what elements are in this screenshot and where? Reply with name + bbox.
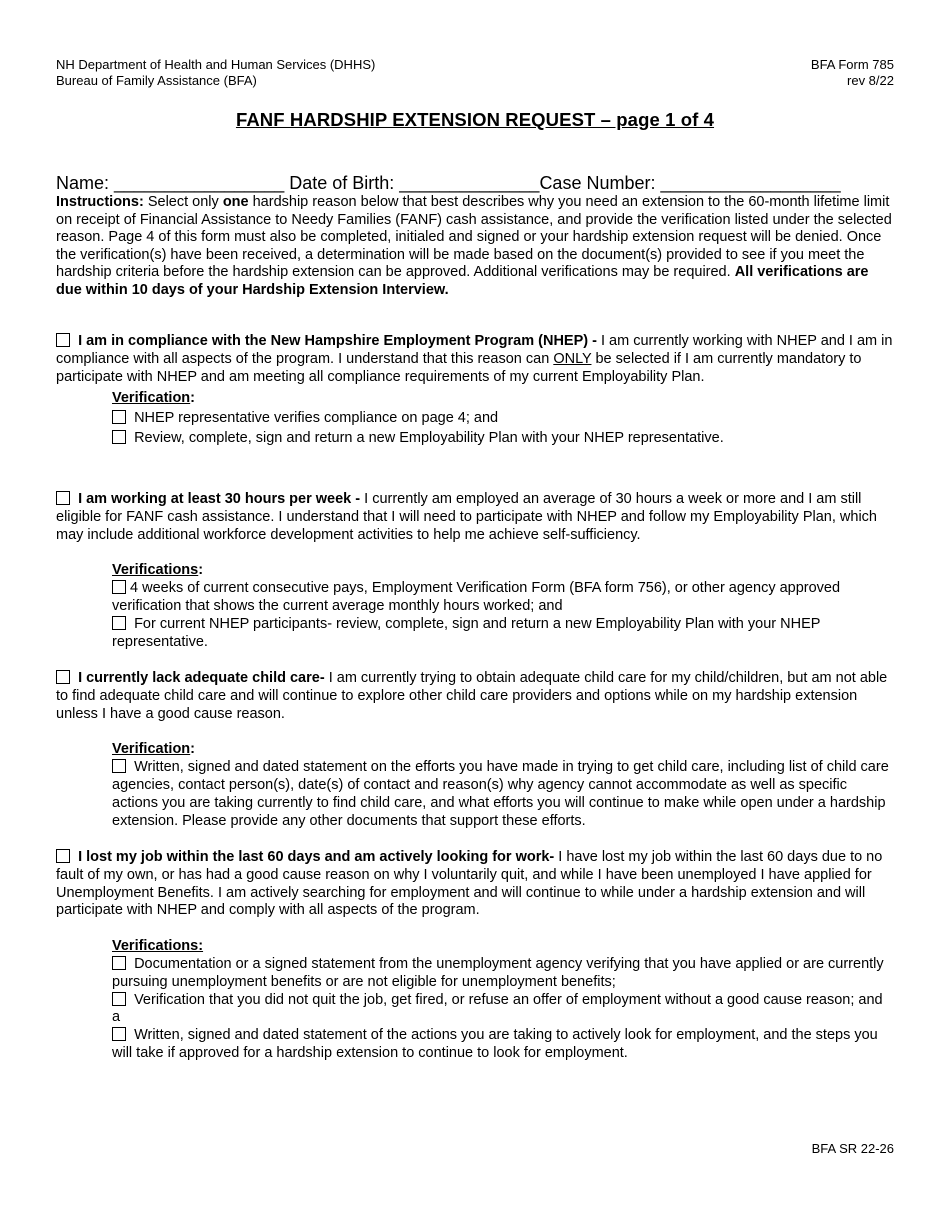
reason-nhep-checkbox[interactable] bbox=[56, 333, 70, 347]
reason-lostjob-checkbox[interactable] bbox=[56, 849, 70, 863]
instructions-due: All verifications are due within 10 days of your Hardship Extension Interview. bbox=[56, 264, 869, 298]
instructions-one: one bbox=[222, 194, 249, 210]
reason-lost-job: I lost my job within the last 60 days and am actively looking for work- I have lost my job within the last 60 days due to no fault of my own, or has had a good cause reason on why I voluntarily quit, and while I have been unemployed I have applied for Unemployment Benefits. I am actively searching for employment and will continue to while under a hardship extension and will participate with NHEP and comply with all aspects of the program. Verifications: Documentation or a signed statement from the unemployment agency verifying that you have applied or are currently pursuing unemployment benefits or are not eligible for unemployment benefits; Verification that you did not quit the job, get fired, or refuse an offer of employment without a good cause reason; and a Written, signed and dated statement of the actions you are taking to actively look for employment, and the steps you will take if approved for a hardship extension to continue to look for employment. bbox=[56, 849, 894, 1063]
instructions-label: Instructions: bbox=[56, 194, 144, 210]
case-number-field[interactable]: __________________ bbox=[660, 173, 841, 193]
bureau-name: Bureau of Family Assistance (BFA) bbox=[56, 72, 257, 88]
verification-block: Verifications: Documentation or a signed statement from the unemployment agency verifying that you have applied or are currently pursuing unemployment benefits or are not eligible for unemployment benefits; Verification that you did not quit the job, get fired, or refuse an offer of employment without a good cause reason; and a Written, signed and dated statement of the actions you are taking to actively look for employment, and the steps you will take if approved for a hardship extension to continue to look for employment. bbox=[112, 938, 884, 1061]
verification-label: Verifications bbox=[112, 562, 199, 579]
case-number-label: Case Number: bbox=[539, 173, 661, 193]
verification-label: Verification bbox=[112, 390, 191, 407]
name-field[interactable]: _________________ bbox=[114, 173, 285, 193]
footer-code: BFA SR 22-26 bbox=[811, 1141, 894, 1156]
reason-30hours-checkbox[interactable] bbox=[56, 491, 70, 505]
reason-heading: I am in compliance with the New Hampshire Employment Program (NHEP) - bbox=[78, 333, 597, 349]
verification-block: Verifications: 4 weeks of current consecutive pays, Employment Verification Form (BFA form 756), or other agency approved verification that shows the current average monthly hours worked; and For current NHEP participants- review, complete, sign and return a new Employability Plan with your NHEP representative. bbox=[112, 562, 841, 650]
reason-nhep-compliance: I am in compliance with the New Hampshire Employment Program (NHEP) - I am currently working with NHEP and I am in compliance with all aspects of the program. I understand that this reason can ONLY be selected if I am currently mandatory to participate with NHEP and am meeting all compliance requirements of my current Employability Plan. Verification: NHEP representative verifies compliance on page 4; and Review, complete, sign and return a new Employability Plan with your NHEP representative. bbox=[56, 333, 893, 446]
verification-checkbox[interactable] bbox=[112, 956, 126, 970]
verification-block: Verification: Written, signed and dated statement on the efforts you have made in trying to get child care, including list of child care agencies, contact person(s), date(s) of contact and reason(s) why agency cannot accommodate as well as specific actions you are taking currently to find child care, and what efforts you will continue to make while open under a hardship extension. Please provide any other documents that support these efforts. bbox=[112, 741, 889, 829]
form-revision: rev 8/22 bbox=[847, 72, 894, 88]
reason-childcare-checkbox[interactable] bbox=[56, 670, 70, 684]
dob-field[interactable]: ______________ bbox=[399, 173, 540, 193]
agency-header bbox=[56, 57, 375, 88]
name-label: Name: bbox=[56, 173, 115, 193]
page-title: FANF HARDSHIP EXTENSION REQUEST – page 1 of 4 bbox=[235, 109, 715, 130]
verification-checkbox[interactable] bbox=[112, 1027, 126, 1041]
reason-heading: I am working at least 30 hours per week - bbox=[78, 491, 361, 507]
reason-lack-child-care: I currently lack adequate child care- I am currently trying to obtain adequate child care for my child/children, but am not able to find adequate child care and will continue to explore other child care providers and options while on my hardship extension unless I have a good cause reason. Verification: Written, signed and dated statement on the efforts you have made in trying to get child care, including list of child care agencies, contact person(s), date(s) of contact and reason(s) why agency cannot accommodate as well as specific actions you are taking currently to find child care, and what efforts you will continue to make while open under a hardship extension. Please provide any other documents that support these efforts. bbox=[56, 670, 894, 830]
form-number: BFA Form 785 bbox=[810, 57, 894, 72]
reason-heading: I currently lack adequate child care- bbox=[78, 670, 325, 686]
verification-checkbox[interactable] bbox=[112, 410, 126, 424]
dob-label: Date of Birth: bbox=[284, 173, 400, 193]
reason-heading: I lost my job within the last 60 days and am actively looking for work- bbox=[78, 849, 555, 865]
verification-checkbox[interactable] bbox=[112, 992, 126, 1006]
dept-name: NH Department of Health and Human Services (DHHS) bbox=[56, 57, 376, 72]
verification-checkbox[interactable] bbox=[112, 430, 126, 444]
verification-label: Verifications: bbox=[112, 938, 204, 955]
reason-working-30-hours: I am working at least 30 hours per week - I currently am employed an average of 30 hours a week or more and I am still eligible for FANF cash assistance. I understand that I will need to participate with NHEP and follow my Employability Plan, which may include additional workforce development activities to help me achieve self-sufficiency. Verifications: 4 weeks of current consecutive pays, Employment Verification Form (BFA form 756), or other agency approved verification that shows the current average monthly hours worked; and For current NHEP participants- review, complete, sign and return a new Employability Plan with your NHEP representative. bbox=[56, 491, 894, 651]
form-id-header bbox=[811, 57, 894, 88]
instructions: Instructions: Select only one hardship reason below that best describes why you need an extension to the 60-month lifetime limit on receipt of Financial Assistance to Needy Families (FANF) cash assistance, and provide the verification listed under the selected reason. Page 4 of this form must also be completed, initialed and signed or your hardship extension request will be denied. Once the verification(s) have been received, a determination will be made based on the document(s) provided to see if you meet the hardship criteria before the hardship extension can be approved. Additional verifications may be required. All verifications are due within 10 days of your Hardship Extension Interview. bbox=[56, 194, 892, 298]
applicant-id-line bbox=[56, 173, 841, 194]
verification-label: Verification bbox=[112, 741, 191, 758]
verification-block: Verification: NHEP representative verifies compliance on page 4; and Review, complete, sign and return a new Employability Plan with your NHEP representative. bbox=[112, 390, 724, 446]
verification-checkbox[interactable] bbox=[112, 759, 126, 773]
verification-checkbox[interactable] bbox=[112, 616, 126, 630]
verification-checkbox[interactable] bbox=[112, 580, 126, 594]
